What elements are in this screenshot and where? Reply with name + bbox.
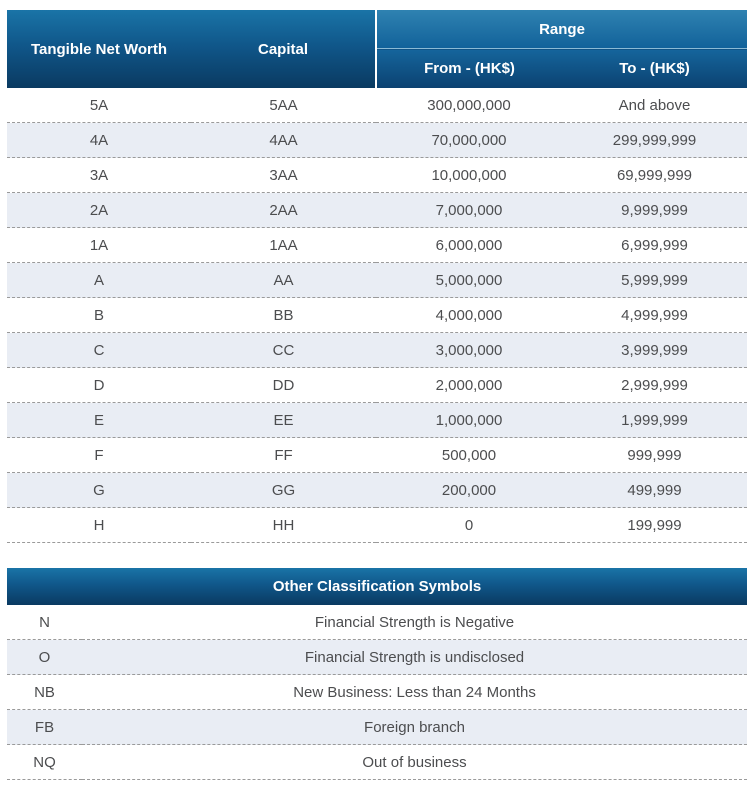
- capital-cell: DD: [191, 368, 376, 403]
- description-cell: Out of business: [82, 745, 747, 780]
- symbol-cell: N: [7, 605, 82, 640]
- other-symbols-body: [7, 605, 747, 780]
- from-cell: 200,000: [376, 473, 562, 508]
- table-row: [7, 88, 747, 123]
- other-symbols-title: Other Classification Symbols: [7, 568, 747, 605]
- to-cell: 6,999,999: [562, 228, 747, 263]
- symbol-cell: O: [7, 640, 82, 675]
- table-row: [7, 403, 747, 438]
- from-cell: 4,000,000: [376, 298, 562, 333]
- from-cell: 6,000,000: [376, 228, 562, 263]
- header-row-1: [7, 10, 747, 49]
- table-body: [7, 88, 747, 543]
- tnw-cell: E: [7, 403, 191, 438]
- table-row: [7, 263, 747, 298]
- capital-cell: EE: [191, 403, 376, 438]
- header-row: [7, 568, 747, 605]
- tnw-cell: B: [7, 298, 191, 333]
- tnw-cell: 3A: [7, 158, 191, 193]
- to-cell: 1,999,999: [562, 403, 747, 438]
- table-row: [7, 640, 747, 675]
- table-header: [7, 10, 747, 88]
- other-classification-symbols-table: [7, 568, 747, 780]
- tnw-cell: C: [7, 333, 191, 368]
- from-cell: 0: [376, 508, 562, 543]
- column-header-to: To - (HK$): [562, 49, 747, 89]
- column-header-capital: Capital: [191, 10, 376, 88]
- description-cell: Financial Strength is Negative: [82, 605, 747, 640]
- to-cell: 499,999: [562, 473, 747, 508]
- tnw-cell: H: [7, 508, 191, 543]
- table-row: [7, 710, 747, 745]
- table-row: [7, 368, 747, 403]
- capital-cell: 2AA: [191, 193, 376, 228]
- other-symbols-header: [7, 568, 747, 605]
- from-cell: 2,000,000: [376, 368, 562, 403]
- capital-cell: 1AA: [191, 228, 376, 263]
- table-row: [7, 675, 747, 710]
- table-row: [7, 228, 747, 263]
- from-cell: 7,000,000: [376, 193, 562, 228]
- from-cell: 500,000: [376, 438, 562, 473]
- capital-cell: 4AA: [191, 123, 376, 158]
- capital-cell: HH: [191, 508, 376, 543]
- table-row: [7, 473, 747, 508]
- tnw-cell: 2A: [7, 193, 191, 228]
- capital-cell: FF: [191, 438, 376, 473]
- from-cell: 3,000,000: [376, 333, 562, 368]
- from-cell: 1,000,000: [376, 403, 562, 438]
- table-row: [7, 508, 747, 543]
- table-row: [7, 123, 747, 158]
- to-cell: 5,999,999: [562, 263, 747, 298]
- to-cell: 4,999,999: [562, 298, 747, 333]
- table-row: [7, 298, 747, 333]
- from-cell: 70,000,000: [376, 123, 562, 158]
- table-row: [7, 333, 747, 368]
- to-cell: 3,999,999: [562, 333, 747, 368]
- to-cell: 199,999: [562, 508, 747, 543]
- capital-cell: BB: [191, 298, 376, 333]
- capital-cell: GG: [191, 473, 376, 508]
- symbol-cell: FB: [7, 710, 82, 745]
- net-worth-classification-table: [7, 10, 747, 543]
- column-header-range: Range: [376, 10, 747, 49]
- table-row: [7, 438, 747, 473]
- column-header-from: From - (HK$): [376, 49, 562, 89]
- table-row: [7, 193, 747, 228]
- capital-cell: 3AA: [191, 158, 376, 193]
- to-cell: 2,999,999: [562, 368, 747, 403]
- table-row: [7, 745, 747, 780]
- from-cell: 5,000,000: [376, 263, 562, 298]
- description-cell: Financial Strength is undisclosed: [82, 640, 747, 675]
- symbol-cell: NQ: [7, 745, 82, 780]
- tnw-cell: D: [7, 368, 191, 403]
- tnw-cell: 4A: [7, 123, 191, 158]
- from-cell: 10,000,000: [376, 158, 562, 193]
- from-cell: 300,000,000: [376, 88, 562, 123]
- tnw-cell: F: [7, 438, 191, 473]
- tnw-cell: 1A: [7, 228, 191, 263]
- table-row: [7, 158, 747, 193]
- column-header-tangible-net-worth: Tangible Net Worth: [7, 10, 191, 88]
- to-cell: 69,999,999: [562, 158, 747, 193]
- symbol-cell: NB: [7, 675, 82, 710]
- to-cell: 999,999: [562, 438, 747, 473]
- to-cell: And above: [562, 88, 747, 123]
- capital-cell: AA: [191, 263, 376, 298]
- table-row: [7, 605, 747, 640]
- tnw-cell: 5A: [7, 88, 191, 123]
- to-cell: 299,999,999: [562, 123, 747, 158]
- description-cell: Foreign branch: [82, 710, 747, 745]
- capital-cell: CC: [191, 333, 376, 368]
- capital-cell: 5AA: [191, 88, 376, 123]
- to-cell: 9,999,999: [562, 193, 747, 228]
- tnw-cell: G: [7, 473, 191, 508]
- tnw-cell: A: [7, 263, 191, 298]
- description-cell: New Business: Less than 24 Months: [82, 675, 747, 710]
